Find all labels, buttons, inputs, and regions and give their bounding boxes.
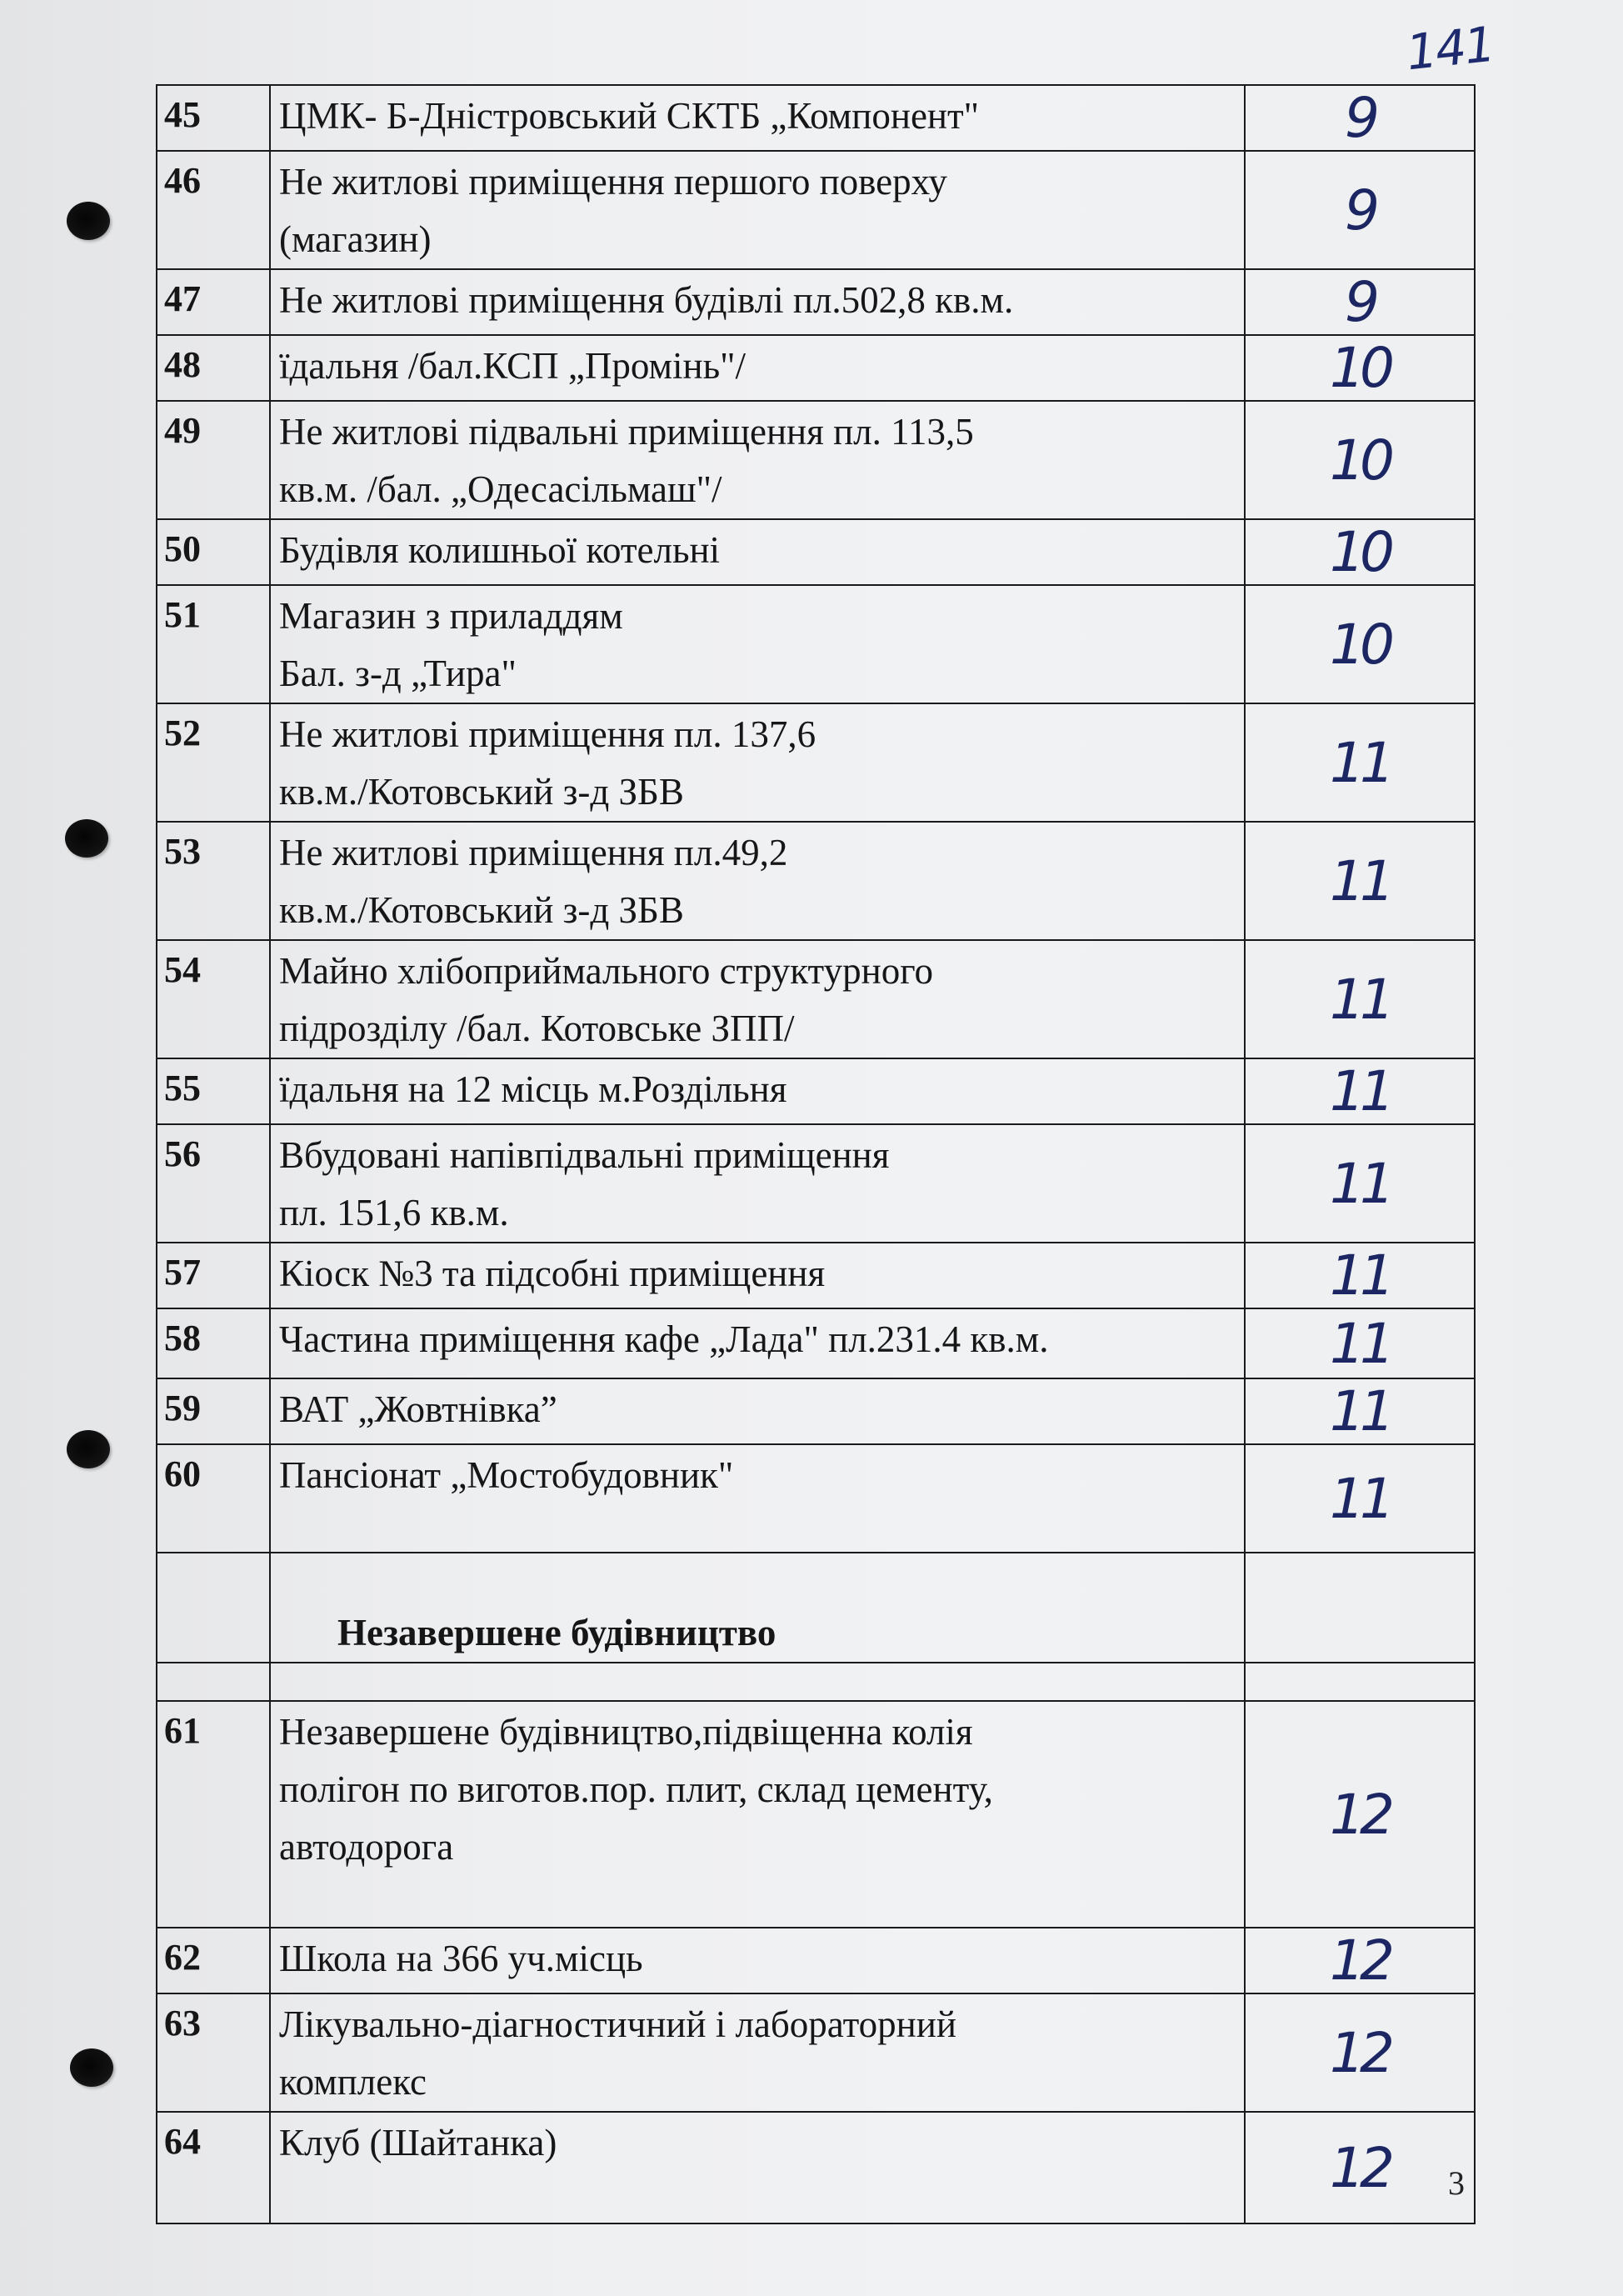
object-name: Не житлові приміщення пл. 137,6 кв.м./Котовський з-д ЗБВ <box>270 703 1245 822</box>
row-number: 60 <box>157 1444 270 1553</box>
handwritten-page-ref: 11 <box>1245 940 1475 1058</box>
row-number: 52 <box>157 703 270 822</box>
empty-cell <box>1245 1663 1475 1701</box>
object-name: Не житлові приміщення пл.49,2 кв.м./Котовський з-д ЗБВ <box>270 822 1245 940</box>
object-name: їдальня на 12 місць м.Роздільня <box>270 1058 1245 1124</box>
table-row <box>157 1308 1475 1378</box>
row-number: 56 <box>157 1124 270 1243</box>
section-header-row <box>157 1553 1475 1663</box>
table-row <box>157 401 1475 519</box>
table-row <box>157 585 1475 703</box>
table-row <box>157 2112 1475 2223</box>
spacer-row <box>157 1663 1475 1701</box>
table-row <box>157 940 1475 1058</box>
row-number: 59 <box>157 1378 270 1444</box>
row-number: 57 <box>157 1243 270 1308</box>
row-number: 45 <box>157 85 270 151</box>
punch-hole <box>67 202 110 240</box>
row-number: 58 <box>157 1308 270 1378</box>
object-name: Вбудовані напівпідвальні приміщення пл. 151,6 кв.м. <box>270 1124 1245 1243</box>
table-row <box>157 1378 1475 1444</box>
table-row <box>157 703 1475 822</box>
row-number: 61 <box>157 1701 270 1928</box>
row-number: 62 <box>157 1928 270 1993</box>
table-row <box>157 269 1475 335</box>
table-row <box>157 1124 1475 1243</box>
object-name: Незавершене будівництво,підвіщенна колія полігон по виготов.пор. плит, склад цементу, автодорога <box>270 1701 1245 1928</box>
table-row <box>157 1993 1475 2112</box>
object-name: Частина приміщення кафе „Лада" пл.231.4 кв.м. <box>270 1308 1245 1378</box>
empty-cell <box>157 1663 270 1701</box>
object-name: Магазин з приладдям Бал. з-д „Тира" <box>270 585 1245 703</box>
table-row <box>157 1701 1475 1928</box>
object-name: Не житлові підвальні приміщення пл. 113,5 кв.м. /бал. „Одесасільмаш"/ <box>270 401 1245 519</box>
object-name: Клуб (Шайтанка) <box>270 2112 1245 2223</box>
handwritten-page-ref: 12 <box>1245 2112 1475 2223</box>
table-row <box>157 1444 1475 1553</box>
section-title: Незавершене будівництво <box>270 1553 1245 1663</box>
row-number: 46 <box>157 151 270 269</box>
row-number: 51 <box>157 585 270 703</box>
object-name: Не житлові приміщення першого поверху (магазин) <box>270 151 1245 269</box>
handwritten-page-ref: 11 <box>1245 1124 1475 1243</box>
row-number: 48 <box>157 335 270 401</box>
row-number: 53 <box>157 822 270 940</box>
row-number: 64 <box>157 2112 270 2223</box>
object-name: Не житлові приміщення будівлі пл.502,8 кв.м. <box>270 269 1245 335</box>
row-number: 49 <box>157 401 270 519</box>
handwritten-page-ref: 10 <box>1245 335 1475 401</box>
handwritten-page-ref: 9 <box>1245 269 1475 335</box>
row-number: 47 <box>157 269 270 335</box>
handwritten-page-ref: 12 <box>1245 1993 1475 2112</box>
punch-hole <box>65 819 108 858</box>
handwritten-page-ref: 11 <box>1245 1378 1475 1444</box>
handwritten-page-ref: 11 <box>1245 1058 1475 1124</box>
table-row <box>157 85 1475 151</box>
object-name: Кіоск №3 та підсобні приміщення <box>270 1243 1245 1308</box>
object-name: Лікувально-діагностичний і лабораторний комплекс <box>270 1993 1245 2112</box>
handwritten-page-ref: 10 <box>1245 519 1475 585</box>
handwritten-page-ref: 11 <box>1245 1308 1475 1378</box>
handwritten-page-ref: 11 <box>1245 1243 1475 1308</box>
object-name: ВАТ „Жовтнівка” <box>270 1378 1245 1444</box>
table-row <box>157 822 1475 940</box>
punch-hole <box>70 2048 113 2087</box>
handwritten-page-ref: 11 <box>1245 703 1475 822</box>
handwritten-page-ref: 9 <box>1245 151 1475 269</box>
handwritten-page-ref: 10 <box>1245 401 1475 519</box>
object-name: ЦМК- Б-Дністровський СКТБ „Компонент" <box>270 85 1245 151</box>
object-name: їдальня /бал.КСП „Промінь"/ <box>270 335 1245 401</box>
empty-cell <box>157 1553 270 1663</box>
object-name: Будівля колишньої котельні <box>270 519 1245 585</box>
register-table <box>156 84 1476 2224</box>
table-row <box>157 1928 1475 1993</box>
handwritten-archive-number: 141 <box>1403 15 1496 82</box>
empty-cell <box>1245 1553 1475 1663</box>
handwritten-page-ref: 9 <box>1245 85 1475 151</box>
row-number: 55 <box>157 1058 270 1124</box>
punch-hole <box>67 1430 110 1468</box>
row-number: 50 <box>157 519 270 585</box>
table-row <box>157 335 1475 401</box>
handwritten-page-ref: 11 <box>1245 822 1475 940</box>
table-row <box>157 151 1475 269</box>
object-name: Пансіонат „Мостобудовник" <box>270 1444 1245 1553</box>
handwritten-page-ref: 12 <box>1245 1928 1475 1993</box>
object-name: Майно хлібоприймального структурного підрозділу /бал. Котовське ЗПП/ <box>270 940 1245 1058</box>
table-row <box>157 1243 1475 1308</box>
page-number: 3 <box>1448 2164 1465 2202</box>
row-number: 54 <box>157 940 270 1058</box>
object-name: Школа на 366 уч.місць <box>270 1928 1245 1993</box>
handwritten-page-ref: 10 <box>1245 585 1475 703</box>
table-row <box>157 519 1475 585</box>
row-number: 63 <box>157 1993 270 2112</box>
table-row <box>157 1058 1475 1124</box>
handwritten-page-ref: 11 <box>1245 1444 1475 1553</box>
empty-cell <box>270 1663 1245 1701</box>
handwritten-page-ref: 12 <box>1245 1701 1475 1928</box>
